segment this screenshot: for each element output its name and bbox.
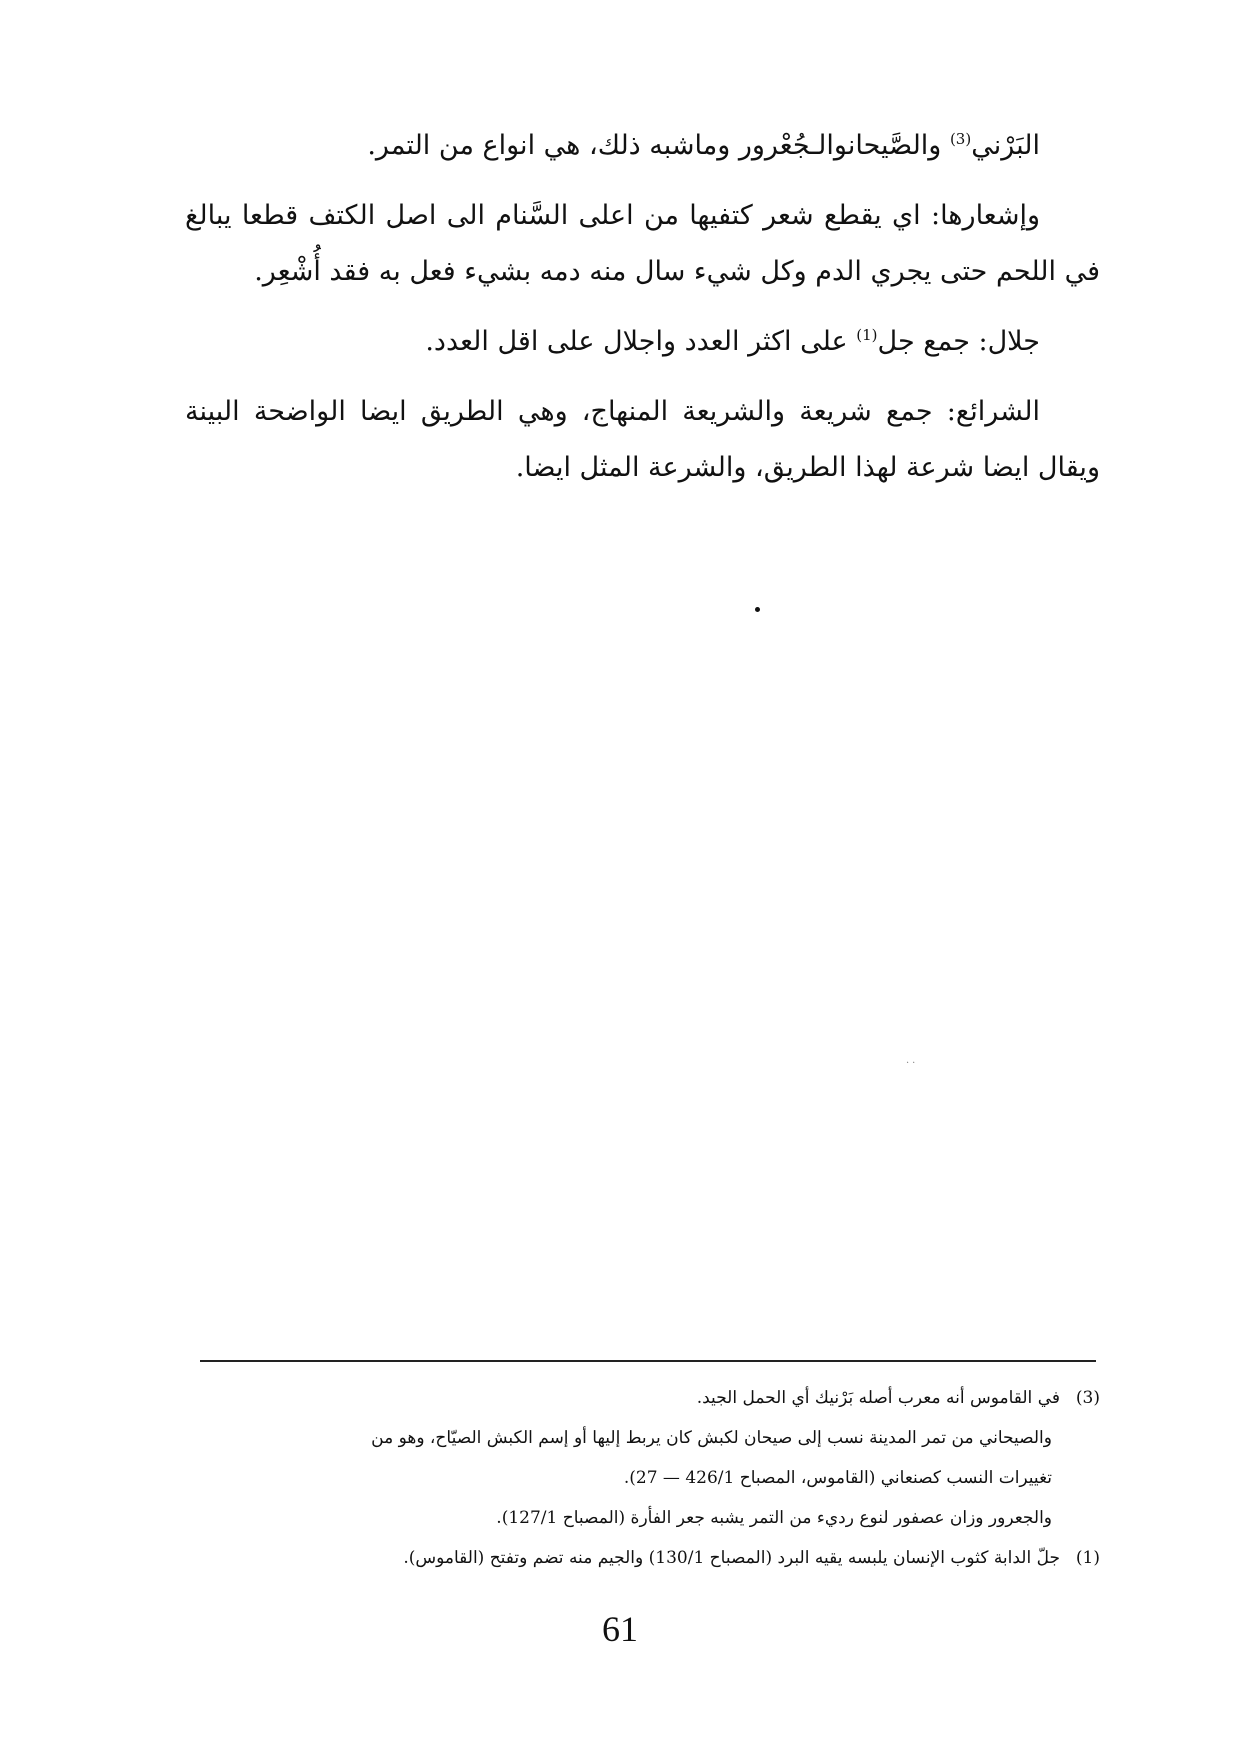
- main-text-body: [185, 118, 1100, 510]
- footnote-1-number: (1): [1075, 1548, 1100, 1568]
- footnote-3-line-3: تغييرات النسب كصنعاني (القاموس، المصباح 426/1 — 27).: [623, 1468, 1052, 1488]
- stray-dot-mark: [755, 607, 760, 612]
- footnote-1-text-1: جلّ الدابة كثوب الإنسان يلبسه يقيه البرد (المصباح 130/1) والجيم منه تضم وتفتح (القاموس).: [403, 1548, 1060, 1568]
- scan-speck: ··: [906, 1058, 919, 1069]
- page-number: 61: [602, 1609, 638, 1649]
- footnote-3-line-4: والجعرور وزان عصفور لنوع رديء من التمر يشبه جعر الفأرة (المصباح 127/1).: [496, 1508, 1052, 1528]
- footnotes-section: [195, 1378, 1100, 1578]
- footnote-3-line-1: [195, 1378, 1100, 1418]
- paragraph-sharaai: الشرائع: جمع شريعة والشريعة المنهاج، وهي الطريق ايضا الواضحة البينة ويقال ايضا شرعة لهذا الطريق، والشرعة المثل ايضا.: [185, 396, 1100, 483]
- paragraph-jilal: [185, 314, 1100, 370]
- paragraph-ishaar: وإشعارها: اي يقطع شعر كتفيها من اعلى السَّنام الى اصل الكتف قطعا يبالغ في اللحم حتى يجري الدم وكل شيء سال منه دمه بشيء فعل به فقد أُشْعِر.: [185, 200, 1100, 287]
- footnote-ref-1: (1): [856, 326, 878, 344]
- footnote-ref-3: (3): [949, 130, 972, 148]
- paragraph-barni-end: والصَّيحانوالـجُعْرور وماشبه ذلك، هي انواع من التمر.: [367, 130, 950, 161]
- paragraph-barni: [185, 118, 1100, 174]
- paragraph-jilal-start: جلال: جمع جل: [877, 326, 1040, 357]
- footnote-3-text-1: في القاموس أنه معرب أصله بَرْنيك أي الحمل الجيد.: [696, 1388, 1060, 1408]
- footnote-divider: [200, 1360, 1096, 1362]
- paragraph-jilal-end: على اكثر العدد واجلال على اقل العدد.: [425, 326, 857, 357]
- paragraph-barni-start: البَرْني: [971, 130, 1040, 161]
- footnote-3-line-2: والصيحاني من تمر المدينة نسب إلى صيحان لكبش كان يربط إليها أو إسم الكبش الصيّاح، وهو من: [371, 1428, 1052, 1448]
- footnote-1-line-1: [195, 1538, 1100, 1578]
- footnote-3-number: (3): [1075, 1388, 1100, 1408]
